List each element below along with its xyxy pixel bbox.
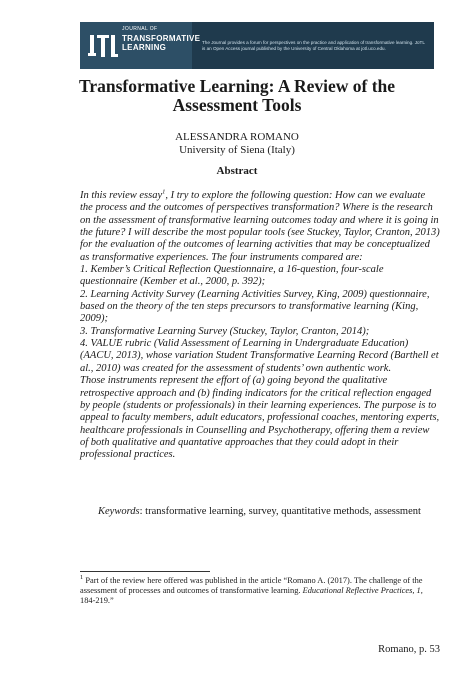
footnote-sep: , [412, 586, 417, 596]
abstract-intro-start: In this review essay [80, 190, 163, 201]
journal-banner [80, 22, 434, 69]
keywords-label: Keywords [98, 506, 140, 517]
abstract-item-1: 1. Kember’s Critical Reflection Questionnaire, a 16-question, four-scale questionnaire (Kember et al., 2000, p. 392); [80, 264, 384, 288]
abstract-item-3: 3. Transformative Learning Survey (Stuckey, Taylor, Cranton, 2014); [80, 325, 370, 337]
author-block [60, 131, 414, 157]
abstract-intro [80, 190, 440, 264]
author-affiliation: University of Siena (Italy) [179, 144, 295, 156]
abstract-closing: Those instruments represent the effort of (a) going beyond the qualitative retrospective approach and (b) finding indicators for the critical reflection engaged by people (students or professionals) in their learning experiences. The purpose is to appeal to faculty members, adult educators, professional coaches, mentoring experts, healthcare professionals in Counselling and Psychotherapy, offering them a review of both qualitative and quantative approaches that they could adopt in their professional practices. [80, 375, 440, 461]
journal-name-line2: LEARNING [122, 43, 167, 53]
footnote [80, 576, 435, 607]
abstract-intro-rest: , I try to explore the following question: How can we evaluate the process and the outcomes of perspectives transformation? Where is the research on the assessment of transformative learning outcomes today and where it is going in the future? I will describe the most popular tools (see Stuckey, Taylor, Cranton, 2013) for the evaluation of the outcomes of learning activities that may be conceptualized as transformative experiences. The four instruments compared are: [80, 190, 440, 263]
footnote-text-start: Part of the review here offered was published in the article “Romano A. (2017). The challenge of the assessment of processes and outcomes of transformative learning. [80, 576, 423, 596]
abstract-item-4: 4. VALUE rubric (Valid Assessment of Learning in Undergraduate Education) (AACU, 2013), whose variation Student Transformative Learning Record (Barthell et al., 2010) was created for the assessment of students’ own authentic work. [80, 338, 439, 374]
author-name: ALESSANDRA ROMANO [175, 131, 299, 143]
footnote-mark: 1 [80, 574, 84, 582]
abstract-body [80, 190, 440, 462]
journal-description: The Journal provides a forum for perspectives on the practice and application of transformative learning. JoTL is an Open Access journal published by the University of Central Oklahoma at jotl.uco.edu. [202, 40, 425, 52]
footnote-ref[interactable]: 1 [162, 188, 166, 196]
abstract-item-2: 2. Learning Activity Survey (Learning Activities Survey, King, 2009) questionnaire, based on the theory of the ten steps precursors to transformative learning (King, 2009); [80, 288, 430, 325]
abstract-heading: Abstract [216, 165, 258, 177]
footnote-text-end: , 184-219.” [80, 586, 423, 606]
keywords [98, 505, 448, 518]
journal-name [122, 26, 201, 53]
footnote-volume: 1 [416, 586, 421, 596]
journal-logo-panel [80, 22, 201, 69]
journal-name-line1: TRANSFORMATIVE [122, 34, 201, 43]
jotl-logo-icon [88, 31, 118, 61]
footnote-divider [80, 571, 210, 572]
page-number: Romano, p. 53 [378, 644, 440, 655]
keywords-list: : transformative learning, survey, quantitative methods, assessment [139, 506, 421, 517]
journal-name-small: JOURNAL OF [122, 26, 158, 32]
footnote-journal: Educational Reflective Practices [302, 586, 413, 596]
paper-title: Transformative Learning: A Review of the Assessment Tools [78, 76, 396, 115]
